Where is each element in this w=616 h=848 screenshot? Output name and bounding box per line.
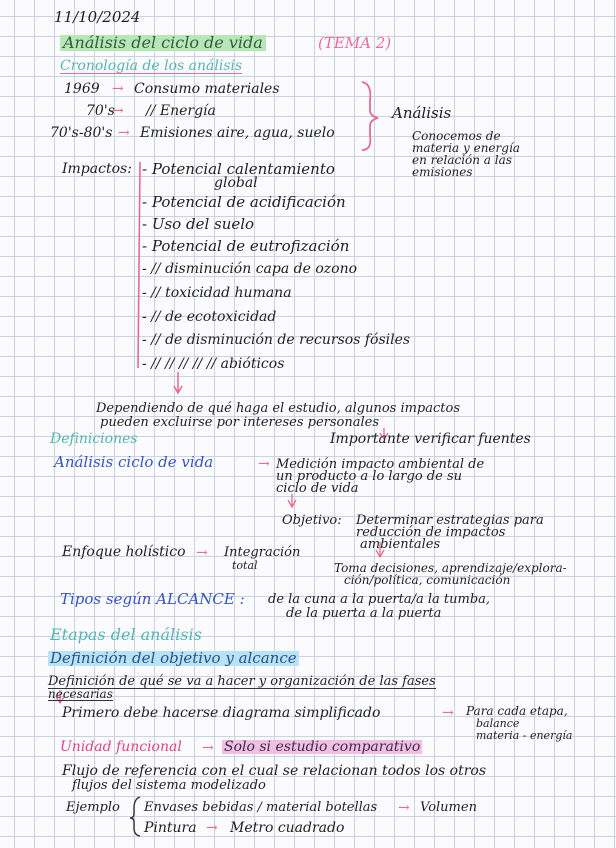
acv-definition-1: Medición impacto ambiental de [276,457,485,472]
impact-item: - // de disminución de recursos fósiles [142,332,411,348]
holistic-term: Enfoque holístico [62,544,186,560]
impacts-label: Impactos: [62,161,132,177]
subtitle: Cronología de los análisis [60,58,243,74]
timeline-text-2: // Energía [146,103,216,119]
analysis-note-3: en relación a las [412,153,512,167]
acv-term: Análisis ciclo de vida [54,453,214,471]
arrow-icon: → [206,820,218,836]
functional-flow-2: flujos del sistema modelizado [72,778,266,793]
scope-2: de la puerta a la puerta [286,606,442,621]
impact-item: - Potencial calentamiento [142,160,335,178]
arrow-icon: → [258,456,270,472]
stage1-heading: Definición del objetivo y alcance [50,649,297,667]
example-brace [130,797,140,836]
timeline-year-2: 70's [86,103,115,119]
arrow-icon: → [196,545,208,561]
impact-item: global [214,175,258,191]
arrow-icon: → [118,125,130,141]
arrow-icon: → [112,103,124,119]
functional-value: Solo si estudio comparativo [224,739,421,755]
stage1-note-3: materia - energía [476,729,573,742]
impact-item: - // toxicidad humana [142,285,292,301]
holistic-value: Integración [224,545,301,560]
timeline-text-1: Consumo materiales [134,81,280,97]
analysis-note-4: emisiones [412,165,473,179]
objective-3: ambientales [360,537,441,552]
scope-1: de la cuna a la puerta/a la tumba, [268,592,491,607]
example-label: Ejemplo [66,800,120,815]
impact-item: - Potencial de acidificación [142,193,346,211]
impacts-line [138,162,140,368]
arrow-icon: → [398,800,410,816]
stage1-line2: Primero debe hacerse diagrama simplificado [62,705,381,721]
example-row-1-value: Volumen [420,800,477,815]
arrow-icon: → [442,705,454,721]
example-row-2-text: Pintura [144,820,197,836]
impact-item: - Potencial de eutrofización [142,237,350,255]
timeline-year-3: 70's-80's [50,125,113,141]
example-row-2-value: Metro cuadrado [230,820,345,836]
acv-definition-3: ciclo de vida [276,481,359,496]
timeline-brace [362,82,378,150]
functional-flow-1: Flujo de referencia con el cual se relacionan todos los otros [62,763,487,779]
functional-term: Unidad funcional [60,739,182,755]
page-title: Análisis del ciclo de vida [60,35,266,51]
objective-2: reducción de impactos [356,525,506,540]
example-row-1-text: Envases bebidas / material botellas [144,800,378,815]
holistic-sub: total [232,559,258,572]
impact-item: - // disminución capa de ozono [142,261,358,277]
arrow-icon: → [202,740,214,756]
dependence-1: Dependiendo de qué haga el estudio, algunos impactos [96,401,461,416]
timeline-text-3: Emisiones aire, agua, suelo [140,125,335,141]
arrow-icon: → [112,81,124,97]
impact-item: - // de ecotoxicidad [142,309,277,325]
decisions-2: ción/política, comunicación [344,573,511,587]
acv-definition-2: un producto a lo largo de su [276,469,462,484]
stage1-note-1: Para cada etapa, [466,704,568,718]
stage1-line1b: necesarias [48,687,113,701]
date: 11/10/2024 [54,8,141,26]
analysis-note-1: Conocemos de [412,129,501,143]
timeline-year-1: 1969 [64,81,100,97]
dependence-2: pueden excluirse por intereses personales [100,415,380,430]
objective-label: Objetivo: [282,513,342,528]
impact-item: - // // // // // abióticos [142,356,285,372]
scope-label: Tipos según ALCANCE : [60,590,245,608]
stage1-line1: Definición de qué se va a hacer y organización de las fases [48,674,436,689]
impacts-arrow [174,372,182,393]
impact-item: - Uso del suelo [142,215,255,233]
important-note: Importante verificar fuentes [330,431,531,447]
analysis-note-2: materia y energía [412,141,520,155]
objective-1: Determinar estrategias para [356,513,544,528]
stages-heading: Etapas del análisis [50,625,202,644]
definitions-heading: Definiciones [50,431,138,447]
stage1-note-2: balance [476,717,520,730]
tema-label: (TEMA 2) [318,34,392,52]
decisions-1: Toma decisiones, aprendizaje/explora- [334,561,567,575]
analysis-label: Análisis [392,104,452,122]
